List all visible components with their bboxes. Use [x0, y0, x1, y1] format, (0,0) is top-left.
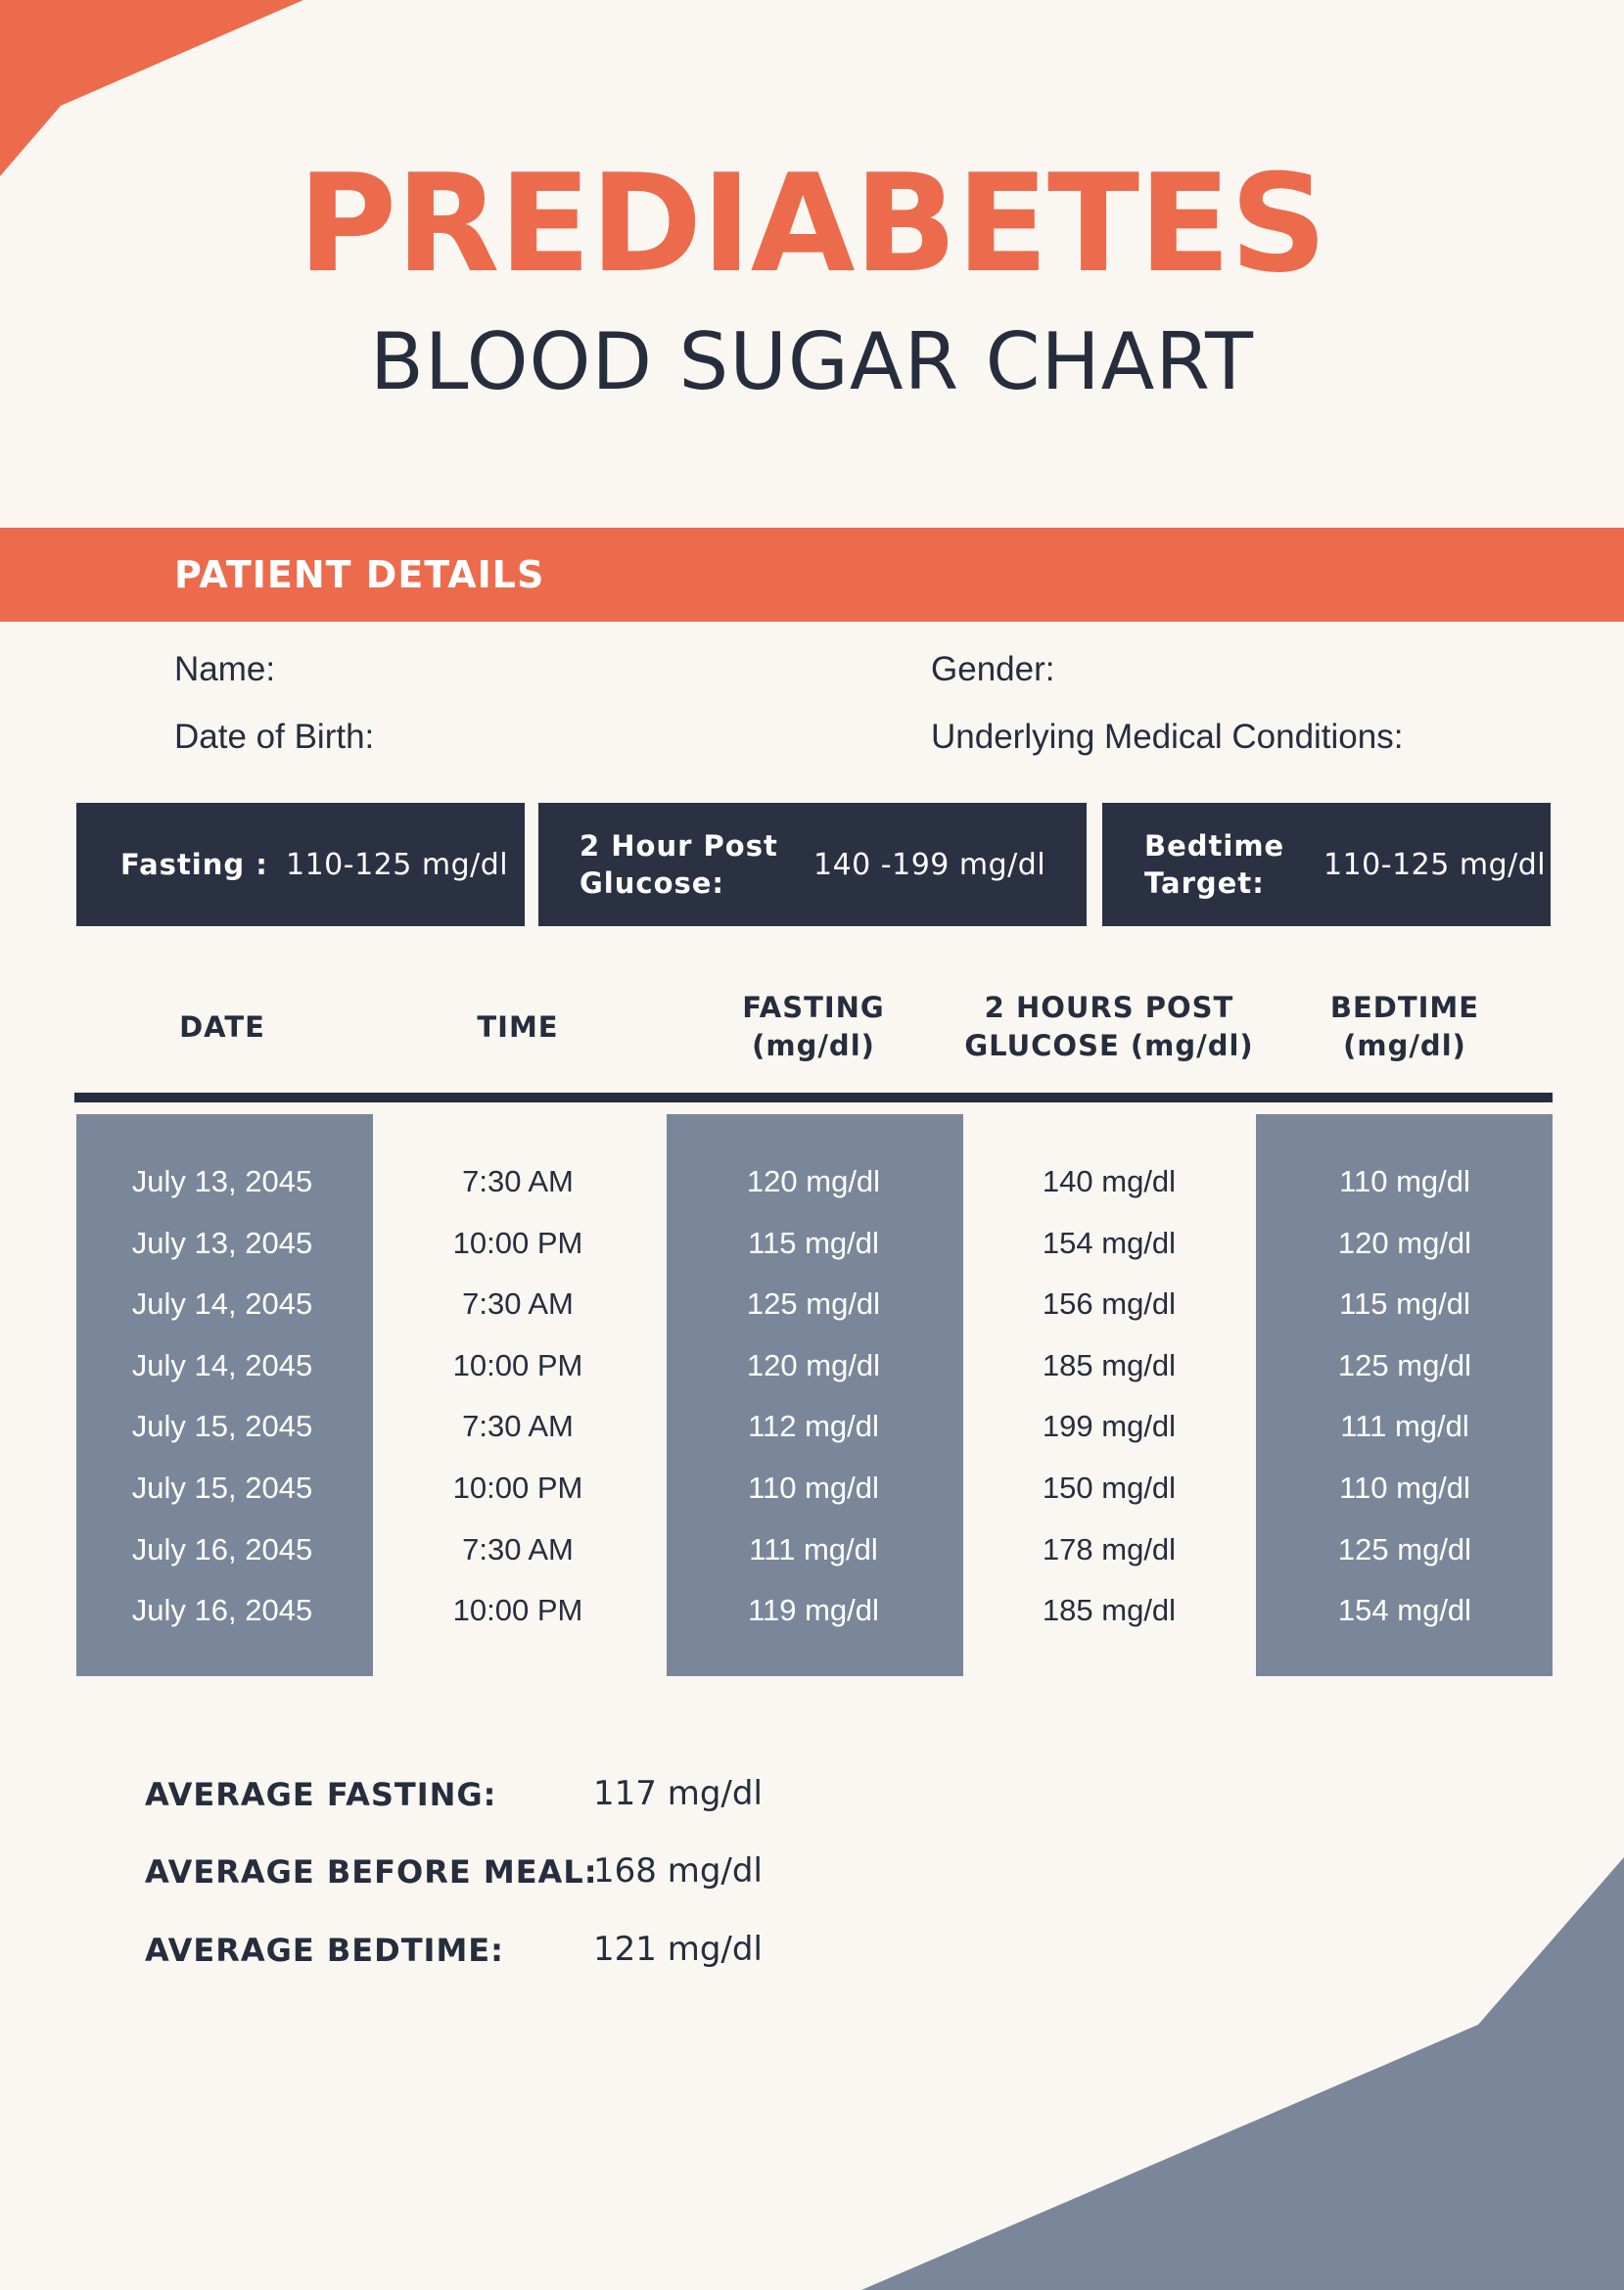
- top-left-corner-shape: [0, 0, 303, 176]
- target-label: 2 Hour Post Glucose:: [580, 829, 778, 900]
- fasting-cell: 111 mg/dl: [749, 1531, 878, 1566]
- target-value: 140 -199 mg/dl: [813, 847, 1046, 882]
- header-time: TIME: [477, 1010, 559, 1044]
- post-glucose-cell: 140 mg/dl: [1042, 1164, 1177, 1198]
- time-cell: 10:00 PM: [452, 1225, 583, 1260]
- bedtime-cell: 110 mg/dl: [1339, 1471, 1470, 1505]
- target-box-bedtime: [1102, 803, 1551, 926]
- header-post-glucose: 2 HOURS POST GLUCOSE (mg/dl): [964, 991, 1254, 1062]
- target-box-post-glucose: [538, 803, 1087, 926]
- bedtime-cell: 154 mg/dl: [1337, 1593, 1472, 1628]
- page-subtitle: BLOOD SUGAR CHART: [369, 316, 1254, 407]
- patient-details-banner: [0, 528, 1624, 622]
- bedtime-cell: 120 mg/dl: [1337, 1225, 1472, 1260]
- average-before-meal-value: 168 mg/dl: [593, 1851, 763, 1891]
- fasting-cell: 120 mg/dl: [746, 1164, 881, 1198]
- average-fasting-label: AVERAGE FASTING:: [145, 1776, 497, 1813]
- date-cell: July 15, 2045: [131, 1471, 313, 1505]
- target-value: 110-125 mg/dl: [286, 847, 509, 882]
- bedtime-cell: 125 mg/dl: [1337, 1531, 1472, 1566]
- bedtime-cell: 125 mg/dl: [1337, 1347, 1472, 1382]
- fasting-cell: 120 mg/dl: [746, 1347, 881, 1382]
- post-glucose-cell: 150 mg/dl: [1042, 1471, 1177, 1505]
- post-glucose-cell: 156 mg/dl: [1042, 1286, 1177, 1322]
- average-fasting-value: 117 mg/dl: [593, 1774, 763, 1813]
- header-date: DATE: [179, 1010, 265, 1044]
- time-cell: 7:30 AM: [462, 1164, 574, 1198]
- conditions-label: Underlying Medical Conditions:: [931, 718, 1404, 756]
- gender-label: Gender:: [931, 650, 1055, 688]
- time-cell: 10:00 PM: [452, 1593, 583, 1628]
- post-glucose-cell: 154 mg/dl: [1042, 1225, 1177, 1260]
- post-glucose-cell: 178 mg/dl: [1042, 1531, 1177, 1566]
- date-cell: July 14, 2045: [131, 1347, 313, 1382]
- time-cell: 10:00 PM: [452, 1471, 583, 1505]
- date-cell: July 14, 2045: [131, 1286, 313, 1322]
- page-title: PREDIABETES: [298, 145, 1326, 303]
- date-cell: July 16, 2045: [131, 1531, 313, 1566]
- target-value: 110-125 mg/dl: [1323, 847, 1547, 882]
- target-box-fasting: [76, 803, 525, 926]
- average-before-meal-label: AVERAGE BEFORE MEAL:: [145, 1853, 598, 1891]
- bedtime-cell: 110 mg/dl: [1339, 1164, 1470, 1198]
- target-label: Bedtime Target:: [1144, 829, 1285, 900]
- time-cell: 10:00 PM: [452, 1347, 583, 1382]
- bedtime-cell: 111 mg/dl: [1340, 1409, 1469, 1444]
- fasting-cell: 119 mg/dl: [748, 1593, 879, 1628]
- header-divider: [74, 1093, 1553, 1102]
- average-bedtime-value: 121 mg/dl: [593, 1930, 763, 1969]
- bottom-right-corner-shape: [861, 1857, 1624, 2290]
- average-bedtime-label: AVERAGE BEDTIME:: [145, 1932, 504, 1969]
- name-label: Name:: [174, 650, 276, 688]
- time-cell: 7:30 AM: [462, 1286, 574, 1322]
- post-glucose-cell: 199 mg/dl: [1042, 1409, 1177, 1444]
- header-bedtime: BEDTIME (mg/dl): [1329, 991, 1480, 1062]
- fasting-cell: 115 mg/dl: [748, 1225, 879, 1260]
- target-label: Fasting :: [120, 848, 268, 881]
- time-cell: 7:30 AM: [462, 1409, 574, 1444]
- dob-label: Date of Birth:: [174, 718, 375, 756]
- bedtime-cell: 115 mg/dl: [1339, 1286, 1470, 1322]
- post-glucose-cell: 185 mg/dl: [1042, 1347, 1177, 1382]
- date-cell: July 16, 2045: [131, 1593, 313, 1628]
- fasting-cell: 110 mg/dl: [748, 1471, 879, 1505]
- date-cell: July 15, 2045: [131, 1409, 313, 1444]
- date-cell: July 13, 2045: [131, 1164, 313, 1198]
- header-fasting: FASTING (mg/dl): [742, 991, 885, 1062]
- post-glucose-cell: 185 mg/dl: [1042, 1593, 1177, 1628]
- date-cell: July 13, 2045: [131, 1225, 313, 1260]
- section-heading: PATIENT DETAILS: [174, 553, 545, 596]
- fasting-cell: 112 mg/dl: [748, 1409, 879, 1444]
- fasting-cell: 125 mg/dl: [746, 1286, 881, 1322]
- time-cell: 7:30 AM: [462, 1531, 574, 1566]
